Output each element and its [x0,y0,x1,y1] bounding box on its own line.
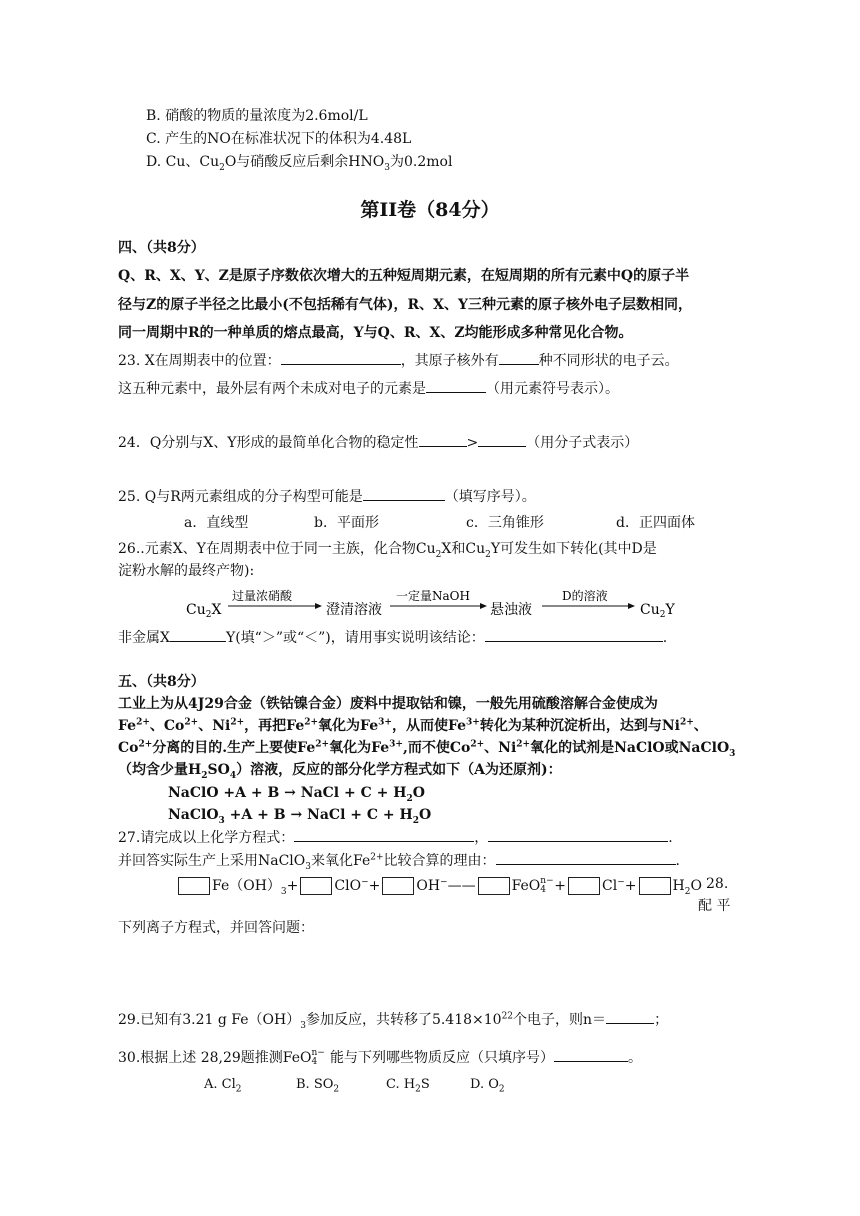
question-26-line1: 26..元素X、Y在周期表中位于同一主族，化合物$Cu_2X$和$Cu_2Y$可发生如下转化(其中D是 [118,541,657,560]
flow-node-cu2x: $Cu_2X$ [186,602,222,620]
plus-4: + [624,878,637,894]
option-d: D. Cu、$Cu_2O$与硝酸反应后剩余$HNO_3$为0.2mol [146,154,453,173]
question-25: 25. Q与R两元素组成的分子构型可能是 （填写序号）。 [118,486,536,507]
minus-3: − [617,877,625,888]
part2-title: 第II卷（84分） [360,199,500,221]
flow-arrow-label-3: D的溶液 [562,589,608,603]
question-25-option-a: a．直线型 [184,515,249,531]
question-25-option-b: b．平面形 [314,515,379,531]
answer-blank-27c[interactable] [496,850,676,865]
question-27-line1: 27.请完成以上化学方程式： ， . [118,827,673,848]
question-28-tail: 下列离子方程式，并回答问题： [118,920,314,936]
flow-arrow-label-1: 过量浓硝酸 [232,589,293,603]
coefficient-box-6[interactable] [639,877,671,895]
question-26-line2: 淀粉水解的最终产物): [118,563,255,579]
section5-intro-3: $Co^{2+}$分离的目的.生产上要使$Fe^{2+}$氧化为$Fe^{3+}$,而不使$Co^{2+}$、$Ni^{2+}$氧化的试剂是NaClO或NaClO$_3$ [118,739,736,759]
question-30-option-b: B. $SO_2$ [296,1077,340,1095]
question-30-option-c: C. $H_2S$ [386,1077,430,1095]
question-26-line3: 非金属X Y(填“＞”或“＜”)，请用事实说明该结论： . [118,627,667,648]
question-28-number: 28. [706,876,729,892]
minus-2: − [440,877,448,888]
section5-heading: 五、（共8分） [118,674,205,690]
flow-node-suspension: 悬浊液 [490,602,532,618]
answer-blank-26a[interactable] [170,627,226,642]
flow-node-cu2y: $Cu_2Y$ [640,602,675,620]
question-30-option-d: D. $O_2$ [470,1077,505,1095]
answer-blank-27b[interactable] [488,827,668,842]
section5-intro-2: $Fe^{2+}$、$Co^{2+}$、$Ni^{2+}$，再把$Fe^{2+}$氧化为$Fe^{3+}$，从而使$Fe^{3+}$转化为某种沉淀析出，达到与$Ni^{2+}$、 [118,717,708,734]
question-25-option-c: c．三角锥形 [466,515,544,531]
answer-blank-23a[interactable] [281,350,401,365]
plus-3: + [554,878,567,894]
question-27-line2: 并回答实际生产上采用NaClO$_3$来氧化$Fe^{2+}$比较合算的理由： . [118,850,680,871]
answer-blank-25[interactable] [363,486,445,501]
answer-blank-24b[interactable] [478,432,526,447]
option-b: B. 硝酸的物质的量浓度为2.6mol/L [146,108,368,124]
equation-2: NaClO$_3$ +A + B → NaCl + $C + H_2O$ [168,807,432,826]
answer-blank-24a[interactable] [419,432,467,447]
answer-blank-30[interactable] [554,1047,628,1062]
question-24: 24．Q分别与X、Y形成的最简单化合物的稳定性 > （用分子式表示） [118,432,638,453]
coefficient-box-3[interactable] [382,877,414,895]
question-25-option-d: d．正四面体 [616,515,695,531]
section5-intro-1: 工业上为从4J29合金（铁钴镍合金）废料中提取钴和镍，一般先用硫酸溶解合金使成为 [118,696,658,712]
question-29: 29.已知有3.21 g $Fe(OH)_3$参加反应，共转移了$5.418\times 10^{22}$个电子，则n＝ ； [118,1009,668,1030]
question-30-option-a: A. $Cl_2$ [204,1077,242,1095]
flow-arrowhead-1 [315,603,322,609]
section4-heading: 四、（共8分） [118,240,205,256]
plus-2: + [368,878,381,894]
flow-arrowhead-3 [628,603,635,609]
coefficient-box-5[interactable] [568,877,600,895]
answer-blank-29[interactable] [606,1009,654,1024]
flow-arrowhead-2 [480,603,487,609]
answer-blank-26b[interactable] [485,627,663,642]
flow-arrow-label-2: 一定量NaOH [396,589,470,603]
answer-blank-23b[interactable] [499,350,539,365]
answer-blank-23c[interactable] [426,378,486,393]
equation-1: NaClO +A + B → NaCl + $C + H_2O$ [168,785,425,804]
answer-blank-27a[interactable] [294,827,474,842]
section4-intro-3: 同一周期中R的一种单质的熔点最高，Y与Q、R、X、Z均能形成多种常见化合物。 [118,325,633,341]
question-30: 30.根据上述 28,29题推测FeO n− 4 能与下列哪些物质反应（只填序号） 。 [118,1048,642,1067]
coefficient-box-4[interactable] [478,877,510,895]
conversion-flow-diagram [180,586,700,622]
coefficient-box-1[interactable] [178,877,210,895]
section4-intro-2: 径与Z的原子半径之比最小(不包括稀有气体)，R、X、Y三种元素的原子核外电子层数相同， [118,297,692,313]
question-28-equation: $Fe(OH)_3+ ClO^-+$ OH−—— FeO n− 4 + $Cl^-+ H_2O$ [176,876,702,896]
question-28-label: 配 平 [698,898,731,914]
option-c: C. 产生的NO在标准状况下的体积为4.48L [146,131,412,147]
question-23-line2: 这五种元素中，最外层有两个未成对电子的元素是 （用元素符号表示）。 [118,378,619,399]
section4-intro-1: Q、R、X、Y、Z是原子序数依次增大的五种短周期元素，在短周期的所有元素中Q的原子半 [118,268,690,284]
question-23-line1: 23. X在周期表中的位置： ，其原子核外有 种不同形状的电子云。 [118,350,679,371]
flow-node-clear-solution: 澄清溶液 [326,602,382,618]
section5-intro-4: （均含少量$H_2SO_4$）溶液，反应的部分化学方程式如下（A为还原剂)： [118,762,562,781]
coefficient-box-2[interactable] [300,877,332,895]
